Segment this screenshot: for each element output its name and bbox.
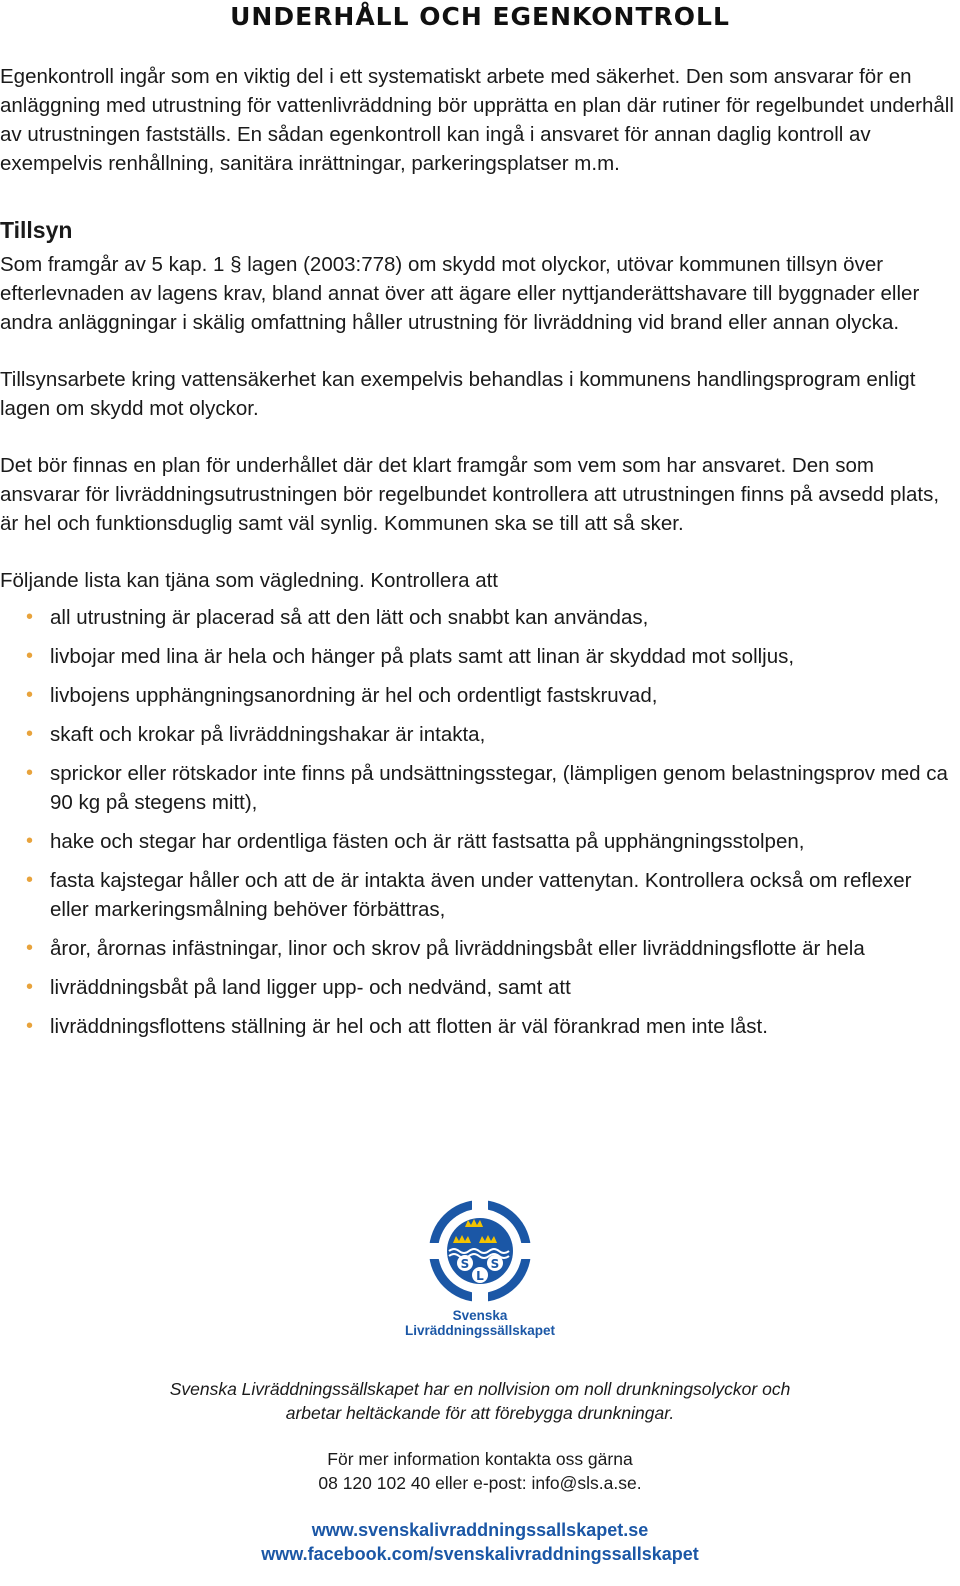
list-item-text: livräddningsbåt på land ligger upp- och nedvänd, samt att	[50, 976, 571, 999]
facebook-link[interactable]: www.facebook.com/svenskalivraddningssallskapet	[261, 1544, 699, 1564]
list-item	[0, 759, 955, 817]
bullet-icon: •	[26, 723, 34, 745]
list-item	[0, 642, 955, 671]
checklist	[0, 603, 955, 1041]
bullet-icon: •	[26, 937, 34, 959]
section-heading-tillsyn: Tillsyn	[0, 217, 73, 243]
list-item	[0, 1012, 955, 1041]
list-item-text: fasta kajstegar håller och att de är intakta även under vattenytan. Kontrollera också om reflexer eller markeringsmålning behöver förbättras,	[50, 869, 912, 921]
lifebuoy-crowns-logo-icon	[425, 1197, 535, 1305]
list-item	[0, 603, 955, 632]
contact-line-1: För mer information kontakta oss gärna	[327, 1449, 633, 1469]
bullet-icon: •	[26, 606, 34, 628]
tillsyn-paragraph-program: Tillsynsarbete kring vattensäkerhet kan exempelvis behandlas i kommunens handlingsprogram enligt lagen om skydd mot olyckor.	[0, 368, 916, 420]
footer-links	[0, 1518, 960, 1566]
logo-letter-s2: S	[490, 1257, 500, 1271]
logo-line-2: Livräddningssällskapet	[404, 1323, 556, 1338]
logo-line-1: Svenska	[452, 1308, 508, 1323]
mission-line-1: Svenska Livräddningssällskapet har en nollvision om noll drunkningsolyckor och	[169, 1379, 791, 1399]
list-item-text: livbojar med lina är hela och hänger på plats samt att linan är skyddad mot solljus,	[50, 645, 795, 668]
bullet-icon: •	[26, 830, 34, 852]
list-item-text: livbojens upphängningsanordning är hel och ordentligt fastskruvad,	[50, 684, 658, 707]
logo-letter-s1: S	[460, 1257, 470, 1271]
page-title: UNDERHÅLL OCH EGENKONTROLL	[230, 2, 730, 31]
sls-logo	[380, 1197, 580, 1338]
intro-paragraph: Egenkontroll ingår som en viktig del i ett systematiskt arbete med säkerhet. Den som ansvarar för en anläggning med utrustning för vattenlivräddning bör upprätta en plan där rutiner för regelbundet underhåll av utrustningen fastställs. En sådan egenkontroll kan ingå i ansvaret för annan daglig kontroll av exempelvis renhållning, sanitära inrättningar, parkeringsplatser m.m.	[0, 65, 954, 175]
tillsyn-paragraph-plan: Det bör finnas en plan för underhållet där det klart framgår som vem som har ansvaret. Den som ansvarar för livräddningsutrustningen bör regelbundet kontrollera att utrustningen finns på avsedd plats, är hel och funktionsduglig samt väl synlig. Kommunen ska se till att så sker.	[0, 454, 940, 535]
list-item-text: all utrustning är placerad så att den lätt och snabbt kan användas,	[50, 606, 649, 629]
website-link[interactable]: www.svenskalivraddningssallskapet.se	[311, 1520, 649, 1540]
checklist-intro: Följande lista kan tjäna som vägledning. Kontrollera att	[0, 569, 498, 592]
list-item	[0, 973, 955, 1002]
list-item-text: livräddningsflottens ställning är hel och att flotten är väl förankrad men inte låst.	[50, 1015, 768, 1038]
list-item-text: sprickor eller rötskador inte finns på undsättningsstegar, (lämpligen genom belastningsprov med ca 90 kg på stegens mitt),	[50, 762, 948, 814]
bullet-icon: •	[26, 976, 34, 998]
mission-line-2: arbetar heltäckande för att förebygga drunkningar.	[285, 1403, 675, 1423]
list-item	[0, 681, 955, 710]
list-item-text: åror, årornas infästningar, linor och skrov på livräddningsbåt eller livräddningsflotte är hela	[50, 937, 865, 960]
tillsyn-paragraph-law: Som framgår av 5 kap. 1 § lagen (2003:778) om skydd mot olyckor, utövar kommunen tillsyn över efterlevnaden av lagens krav, bland annat över att ägare eller nyttjanderättshavare till byggnader eller andra anläggningar i skälig omfattning håller utrustning för livräddning vid brand eller annan olycka.	[0, 253, 920, 334]
list-item	[0, 866, 955, 924]
bullet-icon: •	[26, 762, 34, 784]
list-item-text: hake och stegar har ordentliga fästen och är rätt fastsatta på upphängningsstolpen,	[50, 830, 805, 853]
logo-wordmark	[380, 1308, 580, 1338]
list-item	[0, 827, 955, 856]
bullet-icon: •	[26, 1015, 34, 1037]
bullet-icon: •	[26, 869, 34, 891]
list-item-text: skaft och krokar på livräddningshakar är intakta,	[50, 723, 486, 746]
logo-letter-l: L	[476, 1269, 484, 1283]
bullet-icon: •	[26, 645, 34, 667]
bullet-icon: •	[26, 684, 34, 706]
contact-line-2: 08 120 102 40 eller e-post: info@sls.a.se.	[318, 1473, 642, 1493]
mission-statement	[0, 1377, 960, 1425]
list-item	[0, 934, 955, 963]
list-item	[0, 720, 955, 749]
contact-info	[0, 1447, 960, 1495]
main-content	[0, 62, 955, 1051]
tillsyn-section	[0, 216, 955, 595]
